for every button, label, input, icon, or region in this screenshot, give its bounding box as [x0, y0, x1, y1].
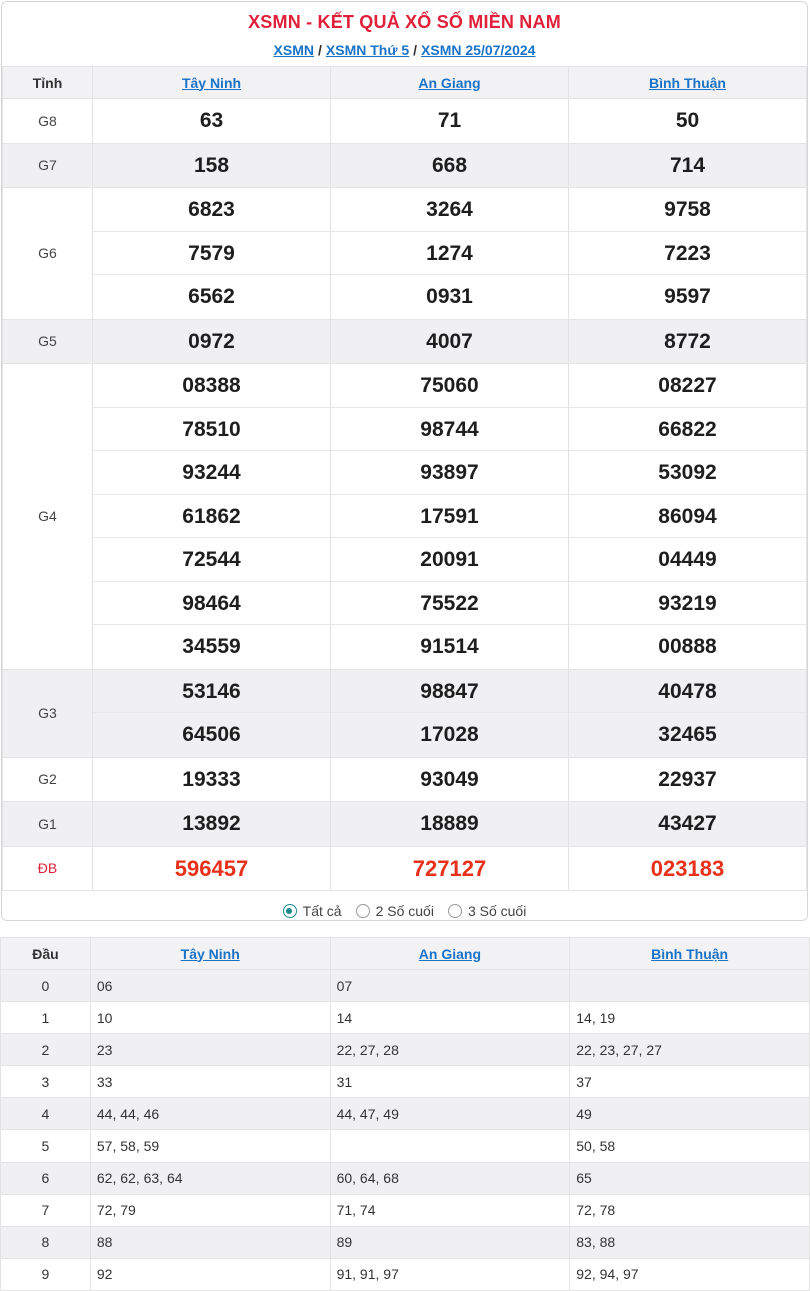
prize-label: G4: [3, 364, 93, 670]
prize-cell: [569, 99, 807, 144]
prize-cell: [93, 669, 331, 757]
prize-cell: [331, 802, 569, 847]
prize-label: ĐB: [3, 846, 93, 891]
prize-number: 1274: [331, 232, 568, 276]
head-digit: 8: [1, 1226, 91, 1258]
filter-label: Tất cả: [302, 903, 342, 919]
radio-circle-icon[interactable]: [356, 904, 370, 918]
prize-number: 20091: [331, 538, 568, 582]
prize-cell: [93, 802, 331, 847]
province-header-an-giang[interactable]: An Giang: [331, 67, 569, 99]
prize-cell: [331, 188, 569, 320]
head-values: 23: [90, 1034, 330, 1066]
prize-cell: [331, 669, 569, 757]
prize-cell: [93, 757, 331, 802]
head-digit: 0: [1, 970, 91, 1002]
prize-number: 50: [675, 109, 700, 132]
prize-number: 91514: [420, 635, 479, 658]
prize-row-g5: [3, 319, 807, 364]
prize-cell: [331, 757, 569, 802]
prize-number: 93219: [569, 582, 806, 626]
head-values: 10: [90, 1002, 330, 1034]
prize-number: 61862: [93, 495, 330, 539]
prize-number: 08388: [93, 364, 330, 408]
prize-number: 63: [199, 109, 224, 132]
prize-number: 4007: [426, 329, 473, 353]
prize-number: 3264: [331, 188, 568, 232]
prize-number: 53092: [569, 451, 806, 495]
radio-circle-icon[interactable]: [283, 904, 297, 918]
head-row: [1, 1034, 810, 1066]
prize-number: 6823: [93, 188, 330, 232]
prize-number: 34559: [182, 635, 241, 658]
head-values: 92: [90, 1258, 330, 1290]
breadcrumb-xsmn-thu5[interactable]: XSMN Thứ 5: [325, 42, 410, 58]
prize-number: 78510: [93, 408, 330, 452]
digit-filter-group: [2, 891, 807, 921]
filter-label: 2 Số cuối: [375, 903, 434, 919]
prize-number: 17028: [420, 723, 479, 746]
prize-number: 08227: [569, 364, 806, 408]
prize-label: G1: [3, 802, 93, 847]
head-values: 83, 88: [570, 1226, 810, 1258]
prize-cell: [93, 846, 331, 891]
prize-number: 7223: [569, 232, 806, 276]
prize-number: 53146: [93, 670, 330, 714]
province-header-tay-ninh[interactable]: Tây Ninh: [93, 67, 331, 99]
prize-number: 023183: [650, 855, 725, 881]
head-values: 62, 62, 63, 64: [90, 1162, 330, 1194]
prize-cell: [93, 188, 331, 320]
prize-row-g7: [3, 143, 807, 188]
head-digit: 4: [1, 1098, 91, 1130]
prize-cell: [569, 802, 807, 847]
prize-label: G2: [3, 757, 93, 802]
prize-cell: [93, 99, 331, 144]
head-row: [1, 1066, 810, 1098]
prize-number: 17591: [331, 495, 568, 539]
prize-cell: [569, 669, 807, 757]
head-values: 37: [570, 1066, 810, 1098]
results-card: [1, 1, 808, 921]
prize-number: 7579: [93, 232, 330, 276]
head-row: [1, 1130, 810, 1162]
head-row: [1, 970, 810, 1002]
prize-row-g4: [3, 364, 807, 670]
prize-number: 93049: [420, 767, 479, 791]
prize-row-g6: [3, 188, 807, 320]
prize-cell: [331, 319, 569, 364]
prize-cell: [331, 364, 569, 670]
prize-label: G7: [3, 143, 93, 188]
prize-number: 93244: [93, 451, 330, 495]
head-values: 31: [330, 1066, 570, 1098]
filter-radio-0[interactable]: [283, 903, 342, 919]
head-values: 71, 74: [330, 1194, 570, 1226]
head-row: [1, 1258, 810, 1290]
province-header-binh-thuan[interactable]: Bình Thuận: [569, 67, 807, 99]
prize-number: 0931: [426, 285, 473, 308]
prize-cell: [331, 143, 569, 188]
prize-number: 98464: [93, 582, 330, 626]
prize-number: 13892: [182, 812, 241, 835]
prize-row-g2: [3, 757, 807, 802]
prize-number: 00888: [658, 635, 717, 658]
prize-label: G3: [3, 669, 93, 757]
prize-number: 0972: [188, 329, 235, 353]
head-values: 91, 91, 97: [330, 1258, 570, 1290]
head-digit: 3: [1, 1066, 91, 1098]
head-values: [330, 1130, 570, 1162]
prize-label: G5: [3, 319, 93, 364]
prize-row-g3: [3, 669, 807, 757]
prize-number: 75522: [331, 582, 568, 626]
prize-cell: [569, 846, 807, 891]
head-values: [570, 970, 810, 1002]
breadcrumb-xsmn-date[interactable]: XSMN 25/07/2024: [421, 42, 536, 58]
prize-number: 22937: [658, 767, 717, 791]
head-values: 06: [90, 970, 330, 1002]
head-row: [1, 1226, 810, 1258]
prize-number: 66822: [569, 408, 806, 452]
prize-number: 71: [437, 109, 462, 132]
prize-cell: [93, 364, 331, 670]
head-digit: 6: [1, 1162, 91, 1194]
page-title: XSMN - KẾT QUẢ XỔ SỐ MIỀN NAM: [248, 12, 561, 32]
head-values: 50, 58: [570, 1130, 810, 1162]
prize-number: 75060: [331, 364, 568, 408]
filter-label: 3 Số cuối: [467, 903, 527, 919]
head-values: 92, 94, 97: [570, 1258, 810, 1290]
head-values: 57, 58, 59: [90, 1130, 330, 1162]
prize-row-g8: [3, 99, 807, 144]
prize-label: G6: [3, 188, 93, 320]
prize-cell: [569, 188, 807, 320]
prize-number: 43427: [658, 812, 717, 835]
head-header-tay-ninh[interactable]: Tây Ninh: [90, 938, 330, 970]
head-values: 89: [330, 1226, 570, 1258]
prize-number: 6562: [188, 285, 235, 308]
head-header-an-giang[interactable]: An Giang: [330, 938, 570, 970]
prize-number: 93897: [331, 451, 568, 495]
head-values: 60, 64, 68: [330, 1162, 570, 1194]
prize-cell: [569, 319, 807, 364]
breadcrumb: XSMN / XSMN Thứ 5 / XSMN 25/07/2024: [273, 42, 536, 58]
results-table: [2, 66, 807, 891]
prize-number: 8772: [664, 329, 711, 353]
prize-number: 64506: [182, 723, 241, 746]
head-digit: 2: [1, 1034, 91, 1066]
filter-radio-2[interactable]: [448, 903, 526, 919]
head-header-binh-thuan[interactable]: Bình Thuận: [570, 938, 810, 970]
prize-number: 714: [669, 153, 706, 177]
prize-number: 98847: [331, 670, 568, 714]
prize-number: 40478: [569, 670, 806, 714]
prize-cell: [569, 757, 807, 802]
head-values: 49: [570, 1098, 810, 1130]
head-digit: 1: [1, 1002, 91, 1034]
prize-cell: [569, 364, 807, 670]
prize-number: 19333: [182, 767, 241, 791]
prize-number: 596457: [174, 855, 249, 881]
prize-number: 18889: [420, 812, 479, 835]
head-row: [1, 1002, 810, 1034]
head-values: 22, 27, 28: [330, 1034, 570, 1066]
head-values: 33: [90, 1066, 330, 1098]
filter-radio-1[interactable]: [356, 903, 434, 919]
prize-cell: [93, 143, 331, 188]
prize-number: 72544: [93, 538, 330, 582]
prize-row-g1: [3, 802, 807, 847]
prize-cell: [331, 846, 569, 891]
head-values: 72, 78: [570, 1194, 810, 1226]
prize-number: 9758: [569, 188, 806, 232]
head-row: [1, 1194, 810, 1226]
head-values: 44, 47, 49: [330, 1098, 570, 1130]
head-row: [1, 1098, 810, 1130]
prize-row-đb: [3, 846, 807, 891]
head-row: [1, 1162, 810, 1194]
head-values: 07: [330, 970, 570, 1002]
head-digit: 7: [1, 1194, 91, 1226]
head-digit: 5: [1, 1130, 91, 1162]
head-values: 22, 23, 27, 27: [570, 1034, 810, 1066]
prize-label: G8: [3, 99, 93, 144]
prize-cell: [569, 143, 807, 188]
prize-number: 158: [193, 153, 230, 177]
radio-circle-icon[interactable]: [448, 904, 462, 918]
head-label-header: Đầu: [1, 938, 91, 970]
breadcrumb-xsmn[interactable]: XSMN: [273, 42, 314, 58]
prize-number: 86094: [569, 495, 806, 539]
prize-cell: [93, 319, 331, 364]
head-digit: 9: [1, 1258, 91, 1290]
prize-number: 98744: [331, 408, 568, 452]
prize-number: 9597: [664, 285, 711, 308]
head-values: 72, 79: [90, 1194, 330, 1226]
head-values: 14: [330, 1002, 570, 1034]
prize-number: 04449: [569, 538, 806, 582]
prize-number: 668: [431, 153, 468, 177]
province-label-header: Tỉnh: [3, 67, 93, 99]
prize-number: 727127: [412, 855, 487, 881]
head-values: 65: [570, 1162, 810, 1194]
head-values: 44, 44, 46: [90, 1098, 330, 1130]
prize-cell: [331, 99, 569, 144]
head-values: 14, 19: [570, 1002, 810, 1034]
head-values: 88: [90, 1226, 330, 1258]
head-digit-table: [0, 937, 810, 1291]
prize-number: 32465: [658, 723, 717, 746]
